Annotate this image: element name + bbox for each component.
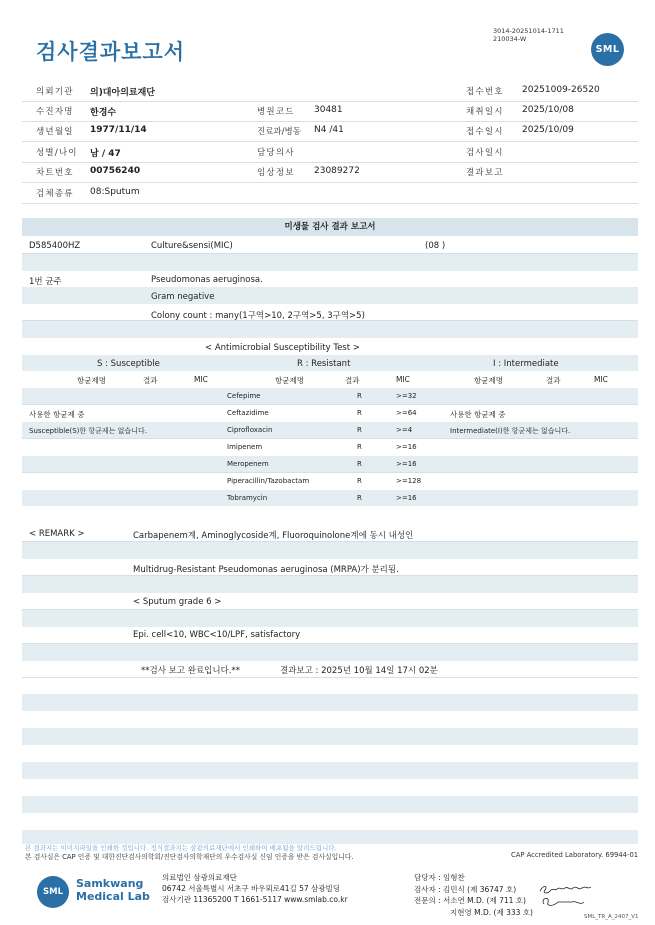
info-row-5 <box>22 161 638 183</box>
sex-age-label: 성별/나이 <box>36 148 78 158</box>
s-col-mic: MIC <box>194 375 208 384</box>
requester-value: 의)대아의료재단 <box>90 88 155 98</box>
org-contact: 검사기관 11365200 T 1661-5117 www.smlab.co.kr <box>162 895 348 904</box>
brand-line1: Samkwang <box>76 877 144 890</box>
spacer-band <box>22 254 638 271</box>
print-notice: 본 결과지는 이미지파일을 인쇄한 것입니다. 정식결과지는 삼광의료재단에서 인쇄하여 배포됨을 알려드립니다. <box>25 844 337 852</box>
i-col-result: 결과 <box>546 376 561 385</box>
ast-row-band <box>22 388 638 404</box>
divider <box>22 438 638 439</box>
report-complete: **검사 보고 완료입니다.** <box>141 666 241 676</box>
s-col-result: 결과 <box>143 376 158 385</box>
drug-name: Meropenem <box>227 460 269 468</box>
empty-band <box>22 694 638 711</box>
dob-label: 생년월일 <box>36 127 74 137</box>
divider <box>22 472 638 473</box>
i-col-mic: MIC <box>594 375 608 384</box>
collect-date-label: 채취일시 <box>466 107 504 117</box>
test-date-label: 검사일시 <box>466 148 504 158</box>
drug-mic: >=16 <box>396 494 417 502</box>
document-number-line1: 3014-20251014-1711 <box>493 27 564 35</box>
examinee-value: 한경수 <box>90 108 117 118</box>
drug-result: R <box>357 494 362 502</box>
s-note-line1: 사용한 항균제 중 <box>29 410 85 419</box>
receipt-no-label: 접수번호 <box>466 87 504 97</box>
sml-logo-bottom: SML <box>37 876 69 908</box>
i-note-line2: Intermediate(I)한 항균제는 없습니다. <box>450 427 571 435</box>
colony-count: Colony count : many(1구역>10, 2구역>5, 3구역>5) <box>151 311 365 321</box>
report-time: 결과보고 : 2025년 10월 14일 17시 02분 <box>280 666 438 676</box>
spacer-band <box>22 610 638 627</box>
drug-result: R <box>357 426 362 434</box>
divider <box>22 404 638 405</box>
info-row-6 <box>22 182 638 204</box>
section-title: 미생물 검사 결과 보고서 <box>22 218 638 236</box>
test-name: Culture&sensi(MIC) <box>151 241 233 251</box>
document-number-line2: 210034-W <box>493 35 527 43</box>
isolate-label: 1번 균주 <box>29 277 62 287</box>
clinical-value: 23089272 <box>314 166 360 176</box>
brand-line2: Medical Lab <box>76 890 150 903</box>
drug-name: Tobramycin <box>227 494 268 502</box>
staff-info <box>414 872 533 918</box>
drug-name: Piperacillin/Tazobactam <box>227 477 310 485</box>
r-col-result: 결과 <box>345 376 360 385</box>
specimen-value: 08:Sputum <box>90 187 140 197</box>
susceptible-header: S : Susceptible <box>97 359 160 369</box>
drug-result: R <box>357 443 362 451</box>
empty-band <box>22 796 638 813</box>
remark-label: < REMARK > <box>29 529 85 539</box>
spacer-band <box>22 321 638 338</box>
dob-value: 1977/11/14 <box>90 125 147 135</box>
chart-no-value: 00756240 <box>90 166 141 176</box>
ast-row-band <box>22 456 638 472</box>
spacer-band <box>22 644 638 661</box>
cap-accreditation: CAP Accredited Laboratory. 69944-01 <box>511 851 639 859</box>
resistant-header: R : Resistant <box>297 359 351 369</box>
organization-info <box>162 872 348 905</box>
info-row-1 <box>22 80 638 102</box>
dept-value: N4 /41 <box>314 125 344 135</box>
remark-line2: Multidrug-Resistant Pseudomonas aeruginosa (MRPA)가 분리됨. <box>133 565 399 575</box>
s-col-drug: 항균제명 <box>77 376 106 385</box>
specimen-label: 검체종류 <box>36 189 74 199</box>
spacer-band <box>22 576 638 593</box>
info-row-4 <box>22 141 638 163</box>
info-row-3 <box>22 120 638 142</box>
chart-no-label: 차트번호 <box>36 168 74 178</box>
dept-label: 진료과/병동 <box>257 127 301 137</box>
organism-name: Pseudomonas aeruginosa. <box>151 275 263 285</box>
drug-mic: >=128 <box>396 477 422 485</box>
doctor-label: 담당의사 <box>257 148 295 158</box>
test-flag: (08 ) <box>425 241 446 251</box>
signature-image <box>538 882 594 915</box>
brand-name <box>76 877 150 903</box>
staff-manager: 담당자 : 임형찬 <box>414 873 465 882</box>
staff-specialist1: 전문의 : 서소연 M.D. (제 711 호) <box>414 896 526 905</box>
receipt-date-value: 2025/10/09 <box>522 125 574 135</box>
empty-band <box>22 728 638 745</box>
org-name: 의료법인 삼광의료재단 <box>162 873 237 882</box>
drug-result: R <box>357 477 362 485</box>
drug-result: R <box>357 460 362 468</box>
spacer-band <box>22 542 638 559</box>
drug-mic: >=4 <box>396 426 413 434</box>
drug-result: R <box>357 392 362 400</box>
drug-mic: >=64 <box>396 409 417 417</box>
drug-name: Ciprofloxacin <box>227 426 273 434</box>
remark-line1: Carbapenem계, Aminoglycoside계, Fluoroquinolone계에 동시 내성인 <box>133 531 414 541</box>
staff-examiner: 검사자 : 김민식 (제 36747 호) <box>414 884 517 894</box>
certification-note: 본 검사실은 CAP 인증 및 대한진단검사의학회/진단검사의학재단의 우수검사실 신임 인증을 받은 검사실입니다. <box>25 853 354 861</box>
sml-logo: SML <box>591 33 624 66</box>
examinee-label: 수진자명 <box>36 107 74 117</box>
divider <box>22 677 638 678</box>
staff-specialist2: 지현영 M.D. (제 333 호) <box>450 907 533 917</box>
page-title: 검사결과보고서 <box>36 40 186 64</box>
ast-row-band <box>22 490 638 506</box>
s-note-line2: Susceptible(S)한 항균제는 없습니다. <box>29 427 147 435</box>
gram-stain: Gram negative <box>151 292 215 302</box>
drug-name: Imipenem <box>227 443 263 451</box>
ast-title: < Antimicrobial Susceptibility Test > <box>205 343 360 353</box>
gram-band <box>22 287 638 304</box>
collect-date-value: 2025/10/08 <box>522 105 574 115</box>
sex-age-value: 남 / 47 <box>90 149 121 159</box>
remark-line3: < Sputum grade 6 > <box>133 597 222 607</box>
report-label: 결과보고 <box>466 168 504 178</box>
clinical-label: 임상정보 <box>257 168 295 178</box>
org-address: 06742 서울특별시 서초구 바우뫼로41길 57 삼광빌딩 <box>162 884 341 893</box>
r-col-drug: 항균제명 <box>275 376 304 385</box>
drug-mic: >=16 <box>396 443 417 451</box>
empty-band <box>22 762 638 779</box>
r-col-mic: MIC <box>396 375 410 384</box>
receipt-no-value: 20251009-26520 <box>522 85 600 95</box>
drug-name: Ceftazidime <box>227 409 269 417</box>
receipt-date-label: 접수일시 <box>466 127 504 137</box>
test-code: D585400HZ <box>29 241 81 251</box>
remark-line4: Epi. cell<10, WBC<10/LPF, satisfactory <box>133 630 301 640</box>
drug-result: R <box>357 409 362 417</box>
info-row-2 <box>22 100 638 122</box>
hospital-code-label: 병원코드 <box>257 107 295 117</box>
hospital-code-value: 30481 <box>314 105 343 115</box>
i-col-drug: 항균제명 <box>474 376 503 385</box>
intermediate-header: I : Intermediate <box>493 359 559 369</box>
drug-mic: >=16 <box>396 460 417 468</box>
requester-label: 의뢰기관 <box>36 87 74 97</box>
document-number <box>493 27 564 43</box>
i-note-line1: 사용한 항균제 중 <box>450 410 506 419</box>
drug-mic: >=32 <box>396 392 417 400</box>
drug-name: Cefepime <box>227 392 261 400</box>
empty-band <box>22 830 638 844</box>
form-code: SML_TR_A_2407_V1 <box>584 914 639 920</box>
